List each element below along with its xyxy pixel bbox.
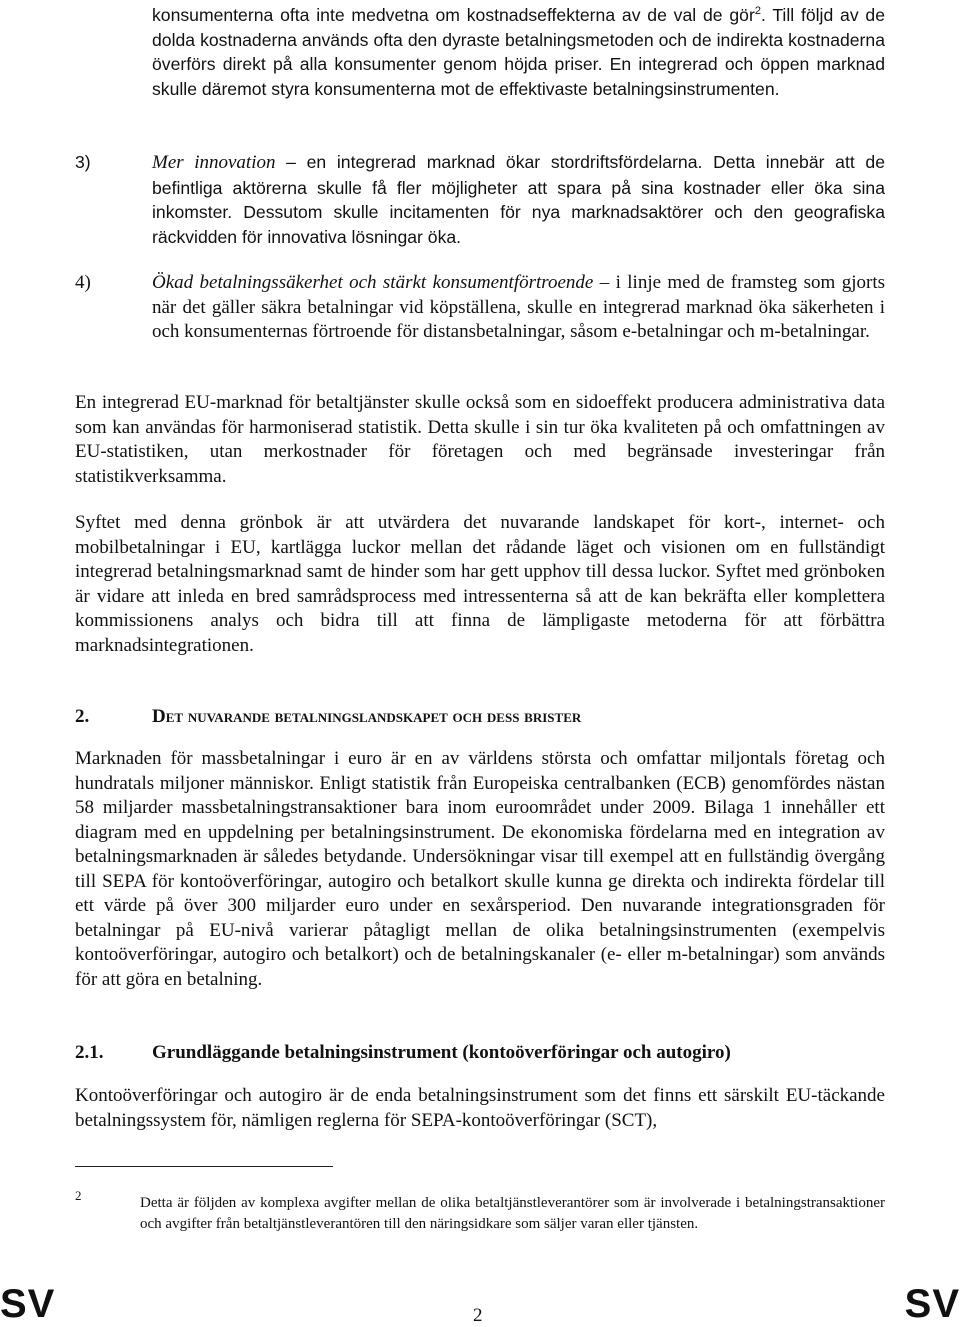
paragraph-mass-payments: Marknaden för massbetalningar i euro är en av världens största och omfattar miljontals företag och hundratals miljoner människor. Enligt statistik från Europeiska centralbanken (ECB) genomfördes nästan 58 miljarder massbetalningstransaktioner bara inom euroområdet under 2009. Bilaga 1 innehåller ett diagram med en uppdelning per betalningsinstrument. De ekonomiska fördelarna med en integration av betalningsmarknaden är således betydande. Undersökningar visar till exempel att en fullständig övergång till SEPA för kontoöverföringar, autogiro och betalkort skulle kunna ge direkta och indirekta fördelar till ett värde på över 300 miljarder euro under en sexårsperiod. Den nuvarande integrationsgraden för betalningar på EU-nivå varierar påtagligt mellan de olika betalningsinstrumenten (exempelvis kontoöverföringar, autogiro och betalkort) och de betalningskanaler (e- eller m-betalningar) som används för att göra en betalning.	[75, 748, 885, 990]
subsection-title: Grundläggande betalningsinstrument (kontoöverföringar och autogiro)	[152, 1042, 731, 1063]
paragraph-purpose: Syftet med denna grönbok är att utvärdera det nuvarande landskapet för kort-, internet- och mobilbetalningar i EU, kartlägga luckor mellan det rådande läget och visionen om en fullständigt integrerad betalningsmarknad samt de hinder som har gett upphov till dessa luckor. Syftet med grönboken är vidare att inleda en bred samrådsprocess med intressenterna så att de kan bekräfta eller komplettera kommissionens analys och bidra till att finna de lämpligaste metoderna för att förbättra marknadsintegrationen.	[75, 512, 885, 656]
footer-language-left: SV	[0, 1282, 56, 1326]
list-item-body: – en integrerad marknad ökar stordriftsfördelarna. Detta innebär att de befintliga aktörerna skulle få fler möjligheter att spara på sina kostnader eller öka sina inkomster. Dessutom skulle incitamenten för nya marknadsaktörer och den geografiska räckvidden för innovativa lösningar öka.	[152, 152, 885, 247]
footnote-separator	[75, 1166, 333, 1167]
footer-language-right: SV	[904, 1282, 960, 1326]
continuation-paragraph: konsumenterna ofta inte medvetna om kostnadseffekterna av de val de gör$^2$. Till följd av de dolda kostnaderna används ofta den dyraste betalningsmetoden och de indirekta kostnaderna överförs direkt på alla konsumenter genom höjda priser. En integrerad och öppen marknad skulle däremot styra konsumenterna mot de effektivaste betalningsinstrumenten.	[152, 5, 886, 99]
list-item-title: Mer innovation	[152, 152, 276, 173]
footnote-reference[interactable]: 2	[754, 5, 761, 18]
list-item-security	[152, 271, 885, 345]
footnote-text: Detta är följden av komplexa avgifter mellan de olika betaltjänstleverantörer som är involverade i betalningstransaktioner och avgifter från betaltjänstleverantören till den näringsidkare som säljer varan eller tjänsten.	[140, 1195, 885, 1232]
paragraph-transfers: Kontoöverföringar och autogiro är de enda betalningsinstrument som det finns ett särskilt EU-täckande betalningssystem för, nämligen reglerna för SEPA-kontoöverföringar (SCT),	[75, 1085, 885, 1131]
paragraph-eu-market: En integrerad EU-marknad för betaltjänster skulle också som en sidoeffekt producera administrativa data som kan användas för harmoniserad statistik. Detta skulle i sin tur öka kvaliteten på och omfattningen av EU-statistiken, utan merkostnader för företagen och med begränsade investeringar från statistikverksamma.	[75, 392, 885, 487]
section-number: 2.	[75, 706, 90, 727]
list-item-number: 4)	[75, 272, 91, 293]
footnote-number: 2	[75, 1188, 82, 1203]
list-item-innovation	[152, 150, 885, 249]
list-item-number: 3)	[75, 152, 91, 172]
page-number: 2	[473, 1305, 483, 1326]
list-item-title: Ökad betalningssäkerhet och stärkt konsumentförtroende	[152, 272, 594, 293]
section-title: Det nuvarande betalningslandskapet och dess brister	[152, 706, 582, 727]
subsection-number: 2.1.	[75, 1042, 104, 1063]
list-item-body: – i linje med de framsteg som gjorts när det gäller säkra betalningar vid köpställena, skulle en integrerad marknad öka säkerheten i och konsumenternas förtroende för distansbetalningar, såsom e-betalningar och m-betalningar.	[152, 272, 885, 342]
